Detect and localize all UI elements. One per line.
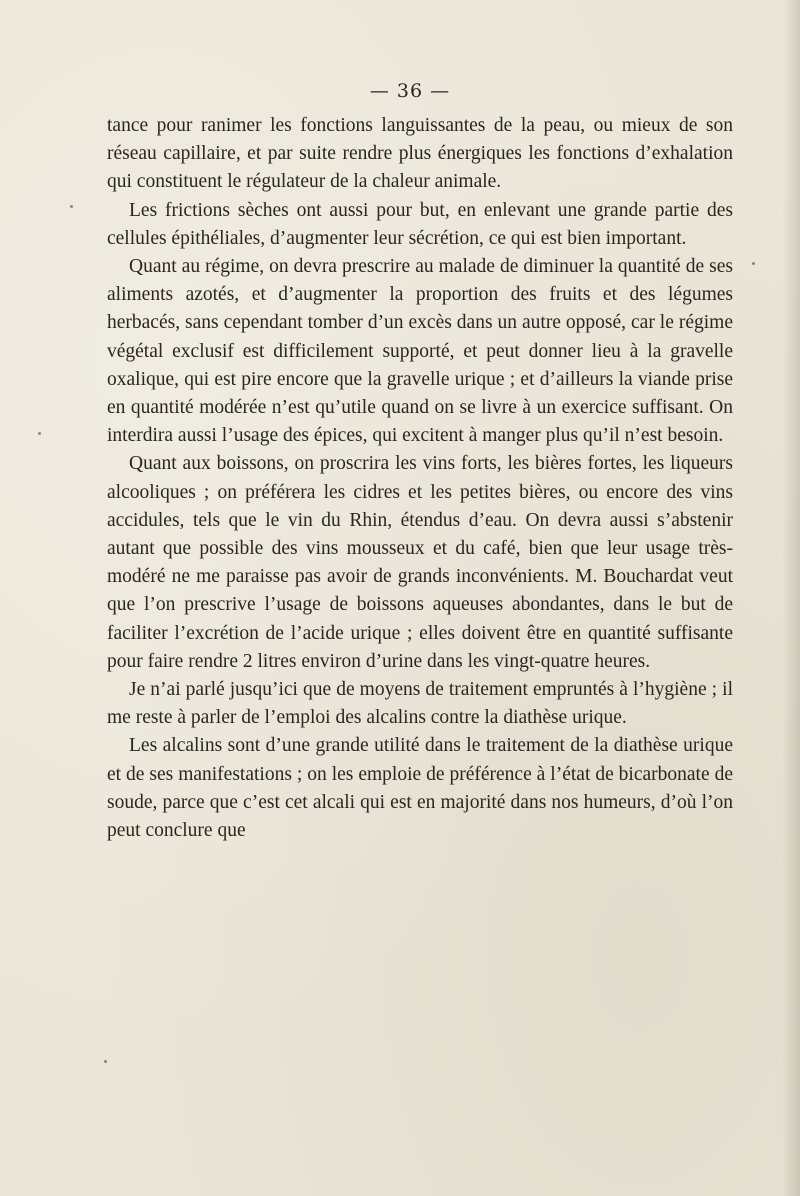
paragraph-alcalins: Les alcalins sont d’une grande utilité dans le traitement de la diathèse urique et de ses manifestations ; on les emploie de préférence à l’état de bicarbonate de soude, parce que c’est cet alcali qui est en majorité dans nos humeurs, d’où l’on peut conclure que <box>107 735 733 842</box>
body-text <box>107 112 733 845</box>
paragraph-boissons: Quant aux boissons, on proscrira les vins forts, les bières fortes, les liqueurs alcooliques ; on préférera les cidres et les petites bières, ou encore des vins accidules, tels que le vin du Rhin, étendus d’eau. On devra aussi s’abstenir autant que possible des vins mousseux et du café, bien que leur usage très-modéré ne me paraisse pas avoir de grands inconvénients. M. Bouchardat veut que l’on prescrive l’usage de boissons aqueuses abondantes, dans le but de faciliter l’excrétion de l’acide urique ; elles doivent être en quantité suffisante pour faire rendre 2 litres environ d’urine dans les vingt-quatre heures. <box>107 453 733 672</box>
page-number: — 36 — <box>369 80 451 102</box>
paragraph-continuation: tance pour ranimer les fonctions languissantes de la peau, ou mieux de son réseau capillaire, et par suite rendre plus énergiques les fonctions d’exhalation qui constituent le régulateur de la chaleur animale. <box>107 115 733 193</box>
page-edge-shadow <box>782 0 800 1196</box>
margin-speck <box>70 205 73 208</box>
margin-speck <box>104 1060 107 1063</box>
margin-speck <box>752 262 755 265</box>
paragraph-frictions: Les frictions sèches ont aussi pour but, en enlevant une grande partie des cellules épithéliales, d’augmenter leur sécrétion, ce qui est bien important. <box>107 199 733 249</box>
paragraph-regime: Quant au régime, on devra prescrire au malade de diminuer la quantité de ses aliments azotés, et d’augmenter la proportion des fruits et des légumes herbacés, sans cependant tomber d’un excès dans un autre opposé, car le régime végétal exclusif est difficilement supporté, et peut donner lieu à la gravelle oxalique, qui est pire encore que la gravelle urique ; et d’ailleurs la viande prise en quantité modérée n’est qu’utile quand on se livre à un exercice suffisant. On interdira aussi l’usage des épices, qui excitent à manger plus qu’il n’est besoin. <box>107 256 733 447</box>
paragraph-hygiene: Je n’ai parlé jusqu’ici que de moyens de traitement empruntés à l’hygiène ; il me reste à parler de l’emploi des alcalins contre la diathèse urique. <box>107 679 733 729</box>
margin-speck <box>38 432 41 435</box>
